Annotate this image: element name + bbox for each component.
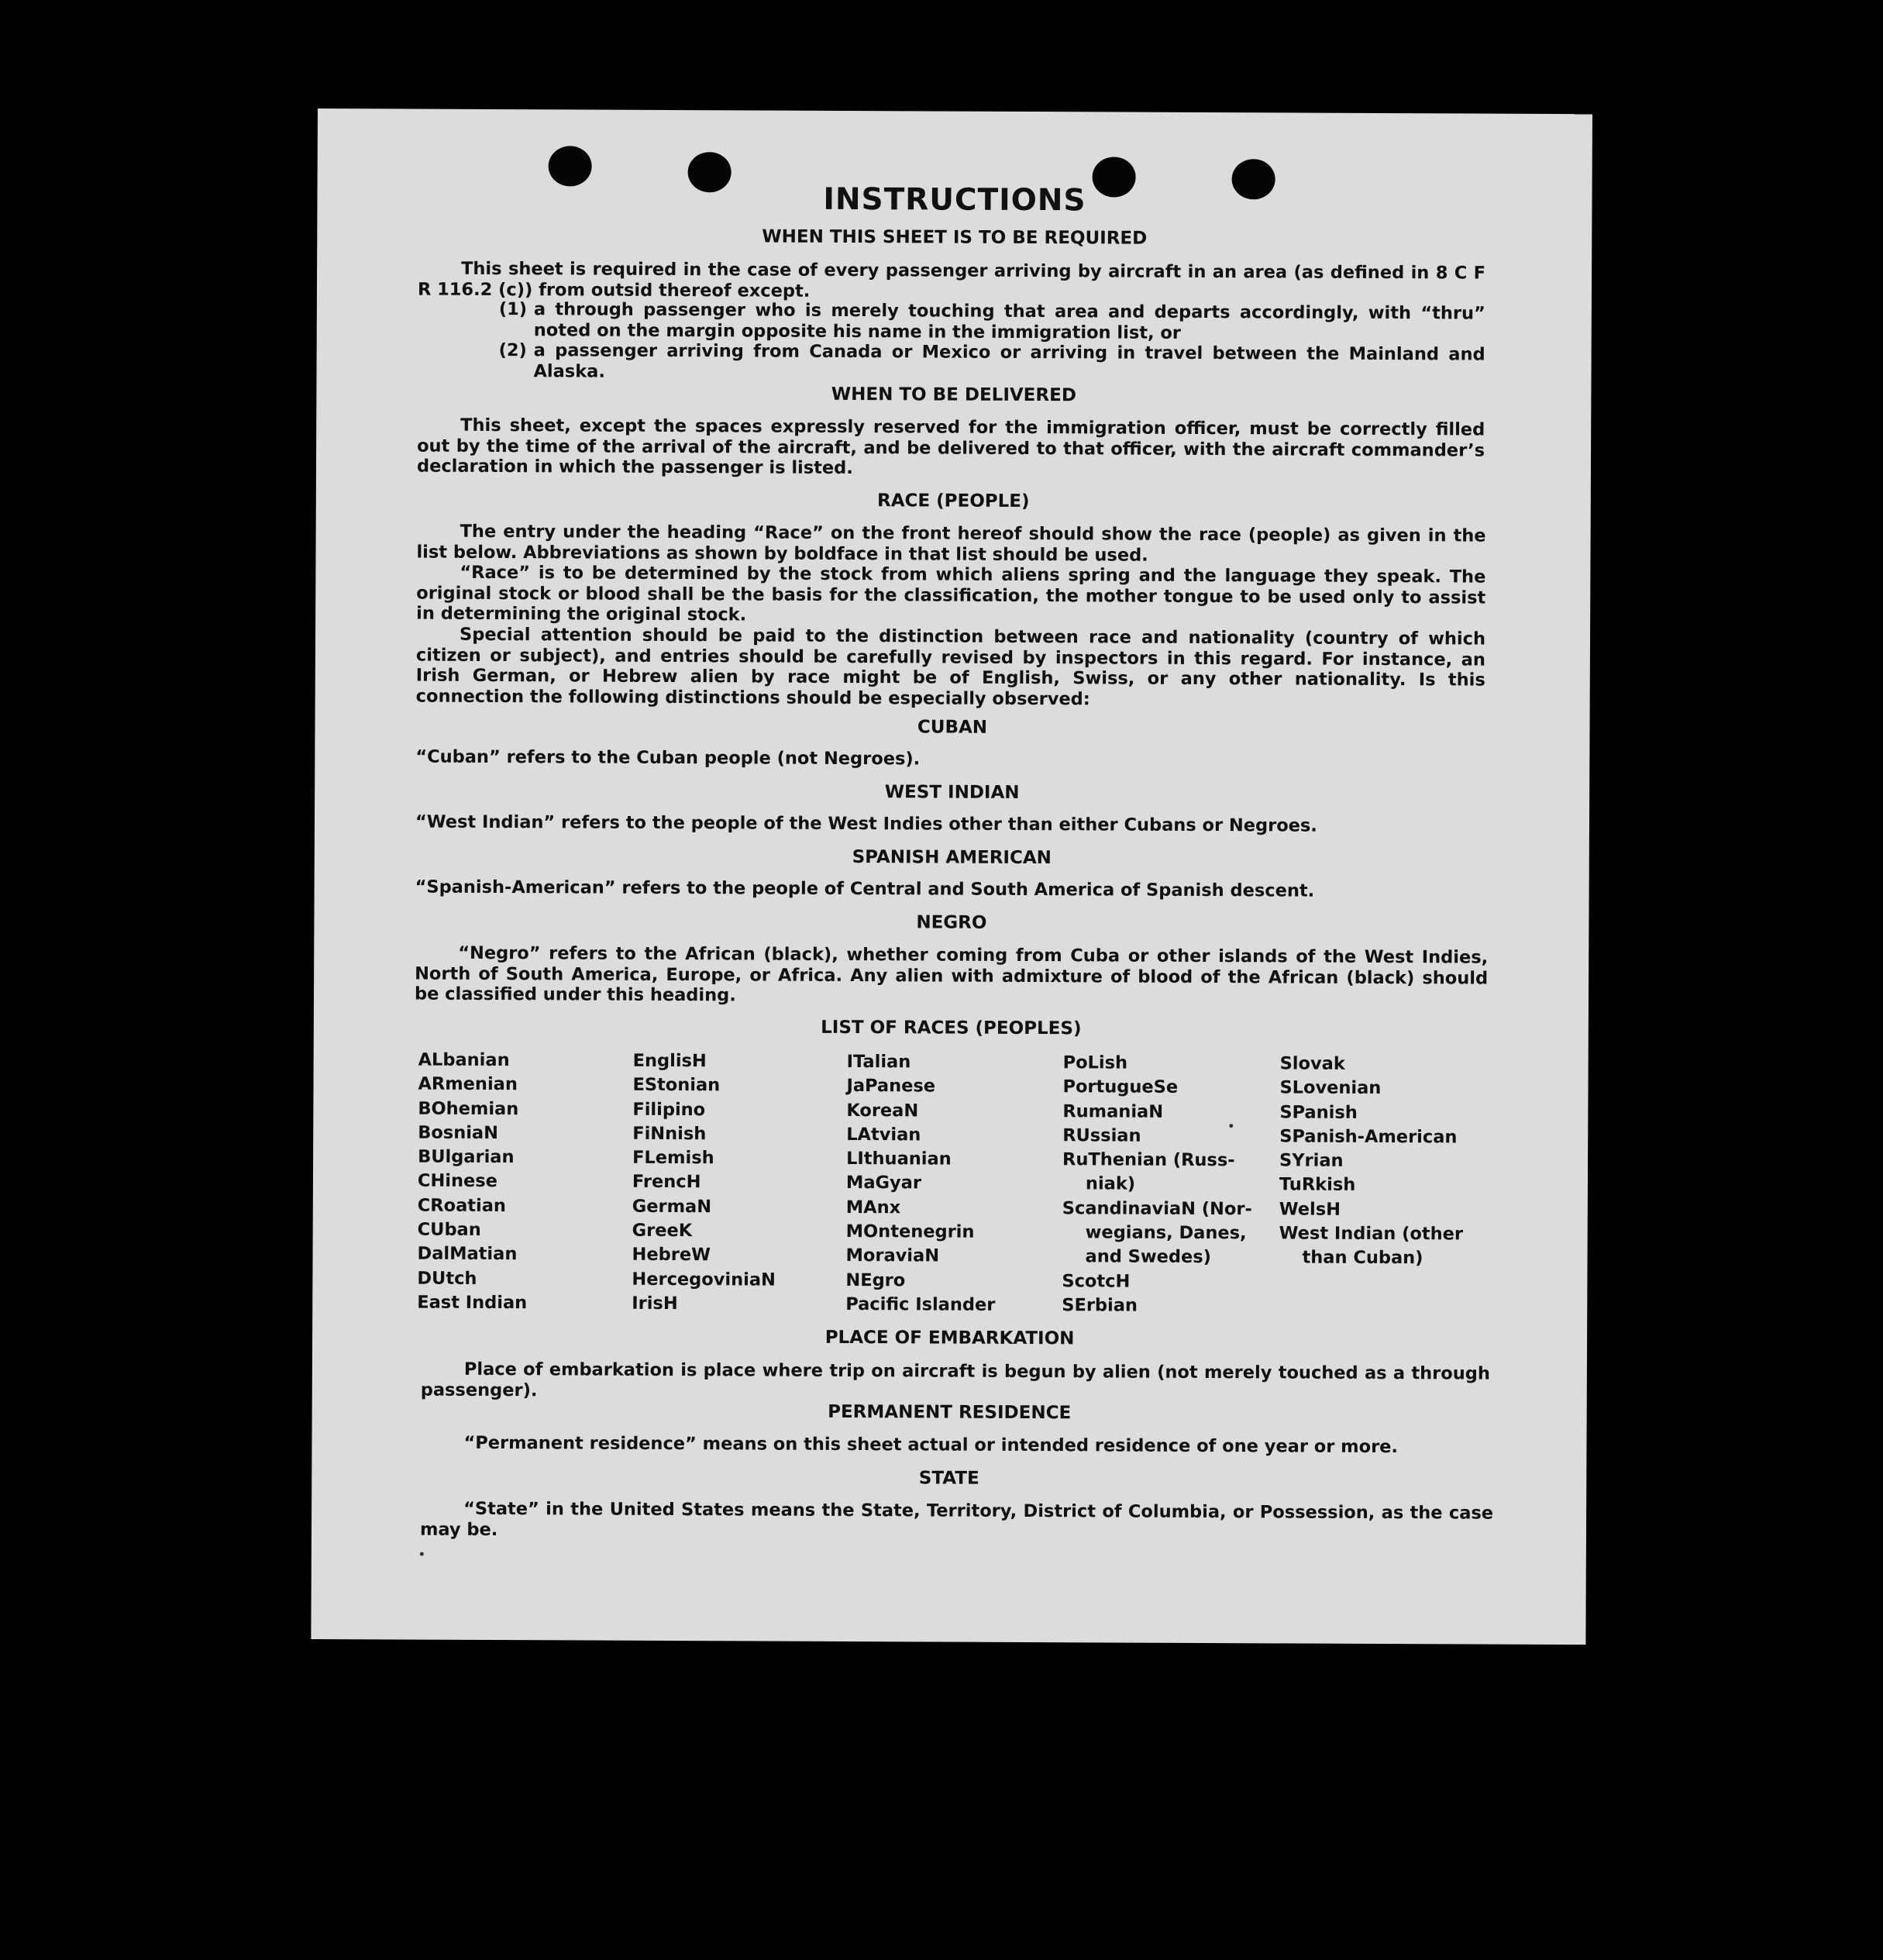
races-column-3 xyxy=(845,1050,1063,1318)
race-entry: BUlgarian xyxy=(418,1146,515,1168)
race-entry: ARmenian xyxy=(418,1073,518,1095)
when-delivered-text: This sheet, except the spaces expressly reserved for the immigration officer, must be correctly filled out by the time of the arrival of the aircraft, and be delivered to that officer, with the aircraft commander’s declaration in which the passenger is listed. xyxy=(416,415,1485,479)
race-entry: SPanish xyxy=(1279,1102,1358,1123)
race-entry: Pacific Islander xyxy=(845,1293,996,1315)
race-entry: WelsH xyxy=(1279,1199,1341,1220)
state-text: “State” in the United States means the State, Territory, District of Columbia, or Possession, as the case may be. xyxy=(419,1498,1494,1540)
race-entry-continued: than Cuban) xyxy=(1302,1247,1423,1269)
race-entry: ScandinaviaN (Nor- xyxy=(1062,1197,1252,1220)
spanish-american-text: “Spanish-American” refers to the people of Central and South America of Spanish descent. xyxy=(415,877,1315,901)
race-entry: Slovak xyxy=(1279,1053,1345,1074)
residence-text: “Permanent residence” means on this sheet actual or intended residence of one year or more. xyxy=(463,1432,1399,1458)
exceptions-list xyxy=(498,299,1485,386)
race-paragraph-2: “Race” is to be determined by the stock from which aliens spring and the language they speak. The original stock or blood shall be the basis for the classification, the mother tongue to be used only to assist in determining the original stock. xyxy=(416,562,1486,625)
section-heading-race: RACE (PEOPLE) xyxy=(876,491,1030,512)
race-entry: CHinese xyxy=(417,1171,498,1192)
race-entry: LAtvian xyxy=(846,1124,921,1145)
race-entry: PoLish xyxy=(1062,1052,1128,1073)
section-heading-list-of-races: LIST OF RACES (PEOPLES) xyxy=(821,1017,1082,1039)
section-heading-when-required: WHEN THIS SHEET IS TO BE REQUIRED xyxy=(762,226,1148,249)
race-entry: RUssian xyxy=(1062,1125,1141,1146)
section-heading-residence: PERMANENT RESIDENCE xyxy=(828,1401,1072,1424)
race-entry: MAnx xyxy=(845,1197,901,1218)
race-entry: DUtch xyxy=(417,1268,477,1289)
race-entry: NEgro xyxy=(845,1269,906,1290)
race-entry: CRoatian xyxy=(417,1195,507,1216)
race-entry: KoreaN xyxy=(846,1100,919,1121)
race-entry: BOhemian xyxy=(418,1098,519,1119)
section-heading-embarkation: PLACE OF EMBARKATION xyxy=(824,1327,1075,1349)
races-column-2 xyxy=(632,1049,849,1317)
race-entry: RuThenian (Russ- xyxy=(1062,1149,1235,1171)
race-entry: SPanish-American xyxy=(1279,1126,1458,1148)
race-entry: SLovenian xyxy=(1279,1077,1382,1099)
page-title: INSTRUCTIONS xyxy=(823,181,1086,219)
race-entry: SErbian xyxy=(1062,1295,1138,1316)
race-entry: DalMatian xyxy=(417,1243,518,1265)
race-entry: Filipino xyxy=(632,1099,706,1120)
race-entry: CUban xyxy=(417,1219,481,1241)
races-column-4 xyxy=(1062,1051,1279,1318)
race-entry: PortugueSe xyxy=(1062,1076,1179,1098)
race-entry-continued: and Swedes) xyxy=(1085,1246,1212,1268)
race-entry: BosniaN xyxy=(418,1122,499,1143)
race-entry: ALbanian xyxy=(418,1049,510,1071)
races-column-1 xyxy=(417,1049,635,1316)
race-entry-continued: wegians, Danes, xyxy=(1085,1222,1247,1244)
race-entry: RumaniaN xyxy=(1062,1101,1164,1122)
race-entry: ScotcH xyxy=(1062,1270,1131,1292)
race-entry: FLemish xyxy=(632,1147,714,1169)
race-entry: SYrian xyxy=(1279,1150,1344,1171)
negro-text: “Negro” refers to the African (black), whether coming from Cuba or other islands of the West Indies, North of South America, Europe, or Africa. Any alien with admixture of blood of the African (black) should be classified under this heading. xyxy=(414,942,1489,1006)
section-heading-west-indian: WEST INDIAN xyxy=(884,782,1020,803)
race-entry: HebreW xyxy=(632,1245,711,1266)
race-entry: GreeK xyxy=(632,1220,693,1242)
race-entry: IrisH xyxy=(632,1293,678,1314)
race-entry-continued: niak) xyxy=(1085,1173,1136,1195)
race-entry: MoraviaN xyxy=(845,1245,940,1266)
race-entry: JaPanese xyxy=(846,1076,936,1097)
race-entry: EStonian xyxy=(632,1075,721,1096)
race-entry: LIthuanian xyxy=(846,1149,952,1169)
section-heading-spanish-american: SPANISH AMERICAN xyxy=(852,847,1052,869)
races-table xyxy=(417,1049,1503,1316)
cuban-text: “Cuban” refers to the Cuban people (not Negroes). xyxy=(415,746,921,770)
west-indian-text: “West Indian” refers to the people of the West Indies other than either Cubans or Negroes. xyxy=(415,811,1317,836)
race-entry: ITalian xyxy=(846,1051,911,1073)
section-heading-negro: NEGRO xyxy=(916,912,987,933)
race-paragraph-3: Special attention should be paid to the distinction between race and nationality (country of which citizen or subject), and entries should be carefully revised by inspectors in this regard. For instance, an Irish German, or Hebrew alien by race might be of English, Swiss, or any other nationality. Is this connection the following distinctions should be especially observed: xyxy=(415,624,1486,709)
section-heading-state: STATE xyxy=(918,1468,979,1489)
section-heading-cuban: CUBAN xyxy=(917,717,988,738)
race-entry: MOntenegrin xyxy=(845,1221,975,1242)
race-entry: FrencH xyxy=(632,1172,701,1193)
when-required-text: This sheet is required in the case of every passenger arriving by aircraft in an area (as defined in 8 C F R 116.2 (c)) from outsid thereof except. xyxy=(417,258,1486,301)
races-column-5 xyxy=(1279,1052,1496,1271)
scan-speck xyxy=(420,1552,424,1556)
race-entry: East Indian xyxy=(417,1292,528,1314)
race-entry: TuRkish xyxy=(1279,1174,1356,1196)
scan-speck xyxy=(1229,1124,1233,1128)
race-entry: FiNnish xyxy=(632,1123,707,1145)
race-entry: EnglisH xyxy=(632,1050,707,1072)
race-entry: MaGyar xyxy=(845,1173,922,1194)
embarkation-text: Place of embarkation is place where trip on aircraft is begun by alien (not merely touched as a through passenger). xyxy=(420,1359,1490,1400)
document-page xyxy=(311,109,1592,1645)
race-entry: West Indian (other xyxy=(1279,1223,1464,1245)
race-entry: HercegoviniaN xyxy=(632,1269,776,1290)
race-entry: GermaN xyxy=(632,1196,712,1218)
race-paragraph-1: The entry under the heading “Race” on the front hereof should show the race (people) as given in the list below. Abbreviations as shown by boldface in that list should be used. xyxy=(416,521,1486,566)
exception-item: (1) a through passenger who is merely touching that area and departs accordingly, with “thru” noted on the margin opposite his name in the immigration list, or xyxy=(498,299,1485,343)
exception-item: (2) a passenger arriving from Canada or Mexico or arriving in travel between the Mainland and Alaska. xyxy=(498,340,1485,382)
section-heading-when-delivered: WHEN TO BE DELIVERED xyxy=(831,384,1077,406)
